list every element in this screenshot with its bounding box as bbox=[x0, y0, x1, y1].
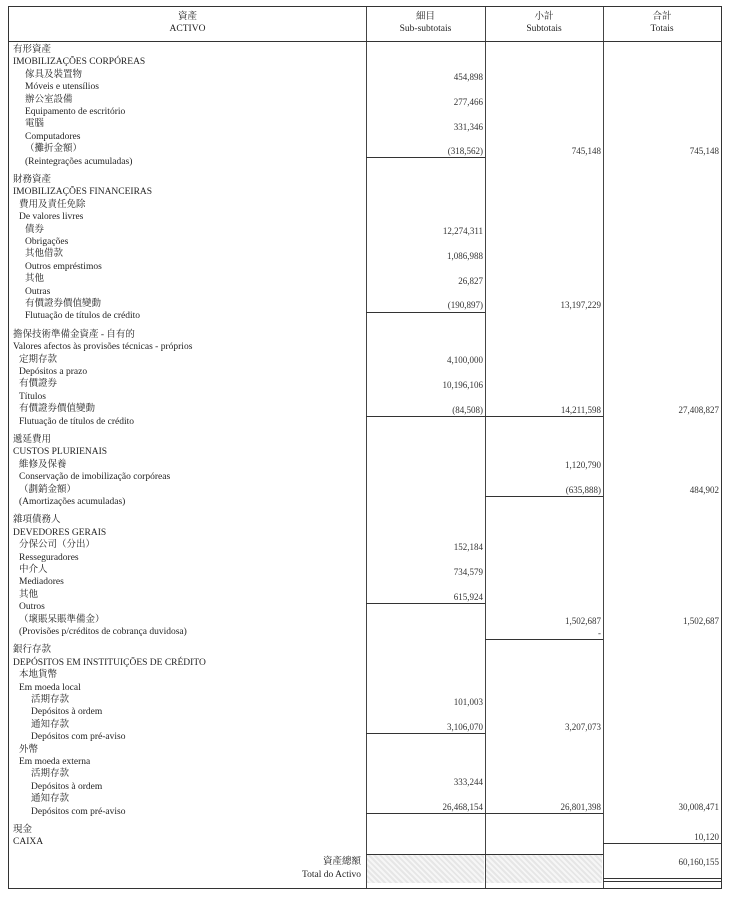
row-label: 定期存款 bbox=[19, 354, 58, 365]
row-label: Mediadores bbox=[19, 577, 64, 588]
header-tot-zh: 合計 bbox=[652, 12, 672, 22]
section-heading: CUSTOS PLURIENAIS bbox=[13, 447, 108, 458]
header-activo bbox=[9, 7, 366, 41]
column-divider bbox=[366, 7, 367, 888]
total-devedores: 1,502,687 bbox=[683, 616, 719, 626]
subtotal-moeda-externa: 26,801,398 bbox=[560, 802, 601, 812]
value-flutuacao-2: (84,508) bbox=[452, 405, 483, 415]
value-amortizacoes: (635,888) bbox=[565, 485, 601, 495]
value-outras: 26,827 bbox=[458, 276, 483, 286]
row-label: 活期存款 bbox=[31, 695, 70, 705]
row-label: Flutuação de títulos de crédito bbox=[19, 416, 135, 427]
header-totais bbox=[603, 7, 721, 41]
header-activo-pt: ACTIVO bbox=[169, 24, 206, 34]
row-label: 有價證券 bbox=[19, 379, 58, 390]
section-heading: 遞延費用 bbox=[13, 435, 52, 445]
value-computadores: 331,346 bbox=[453, 122, 483, 132]
row-label: Em moeda local bbox=[19, 682, 81, 693]
rule bbox=[485, 639, 603, 640]
row-label: 傢具及裝置物 bbox=[25, 69, 83, 80]
value-moveis: 454,898 bbox=[453, 72, 483, 82]
row-label: 其他 bbox=[25, 274, 45, 285]
row-label: 活期存款 bbox=[31, 769, 70, 780]
row-label: Depósitos a prazo bbox=[19, 367, 88, 377]
value-flutuacao-1: (190,897) bbox=[447, 300, 483, 310]
value-outros-emprestimos: 1,086,988 bbox=[447, 251, 483, 261]
section-heading: 銀行存款 bbox=[13, 645, 52, 656]
section-heading: CAIXA bbox=[13, 837, 44, 848]
section-heading: IMOBILIZAÇÕES FINANCEIRAS bbox=[13, 187, 153, 198]
rule bbox=[366, 157, 485, 158]
subtotal-imob-financeiras: 13,197,229 bbox=[560, 300, 601, 310]
row-label: 本地貨幣 bbox=[19, 670, 58, 681]
rule bbox=[603, 881, 721, 882]
row-label: (Amortizações acumuladas) bbox=[19, 497, 126, 507]
row-label: 其他 bbox=[19, 589, 39, 600]
row-label: 費用及責任免除 bbox=[19, 199, 86, 210]
rule bbox=[366, 603, 485, 604]
value-outros-devedores: 615,924 bbox=[453, 592, 483, 602]
subtotal-imob-corporeas: 745,148 bbox=[571, 146, 601, 156]
row-label: Computadores bbox=[25, 131, 81, 142]
rule bbox=[366, 733, 485, 734]
row-label: 其他借款 bbox=[25, 249, 64, 260]
column-divider bbox=[485, 7, 486, 888]
header-sub-zh: 細目 bbox=[415, 12, 435, 22]
total-activo-value: 60,160,155 bbox=[678, 857, 719, 867]
total-custos-plurienais: 484,902 bbox=[689, 485, 719, 495]
header-subtot-pt: Subtotais bbox=[526, 24, 562, 34]
value-mediadores: 734,579 bbox=[453, 567, 483, 577]
value-titulos: 10,196,106 bbox=[442, 380, 483, 390]
section-heading: DEPÓSITOS EM INSTITUIÇÕES DE CRÉDITO bbox=[13, 657, 206, 668]
row-label: Conservação de imobilização corpóreas bbox=[19, 472, 171, 483]
rule bbox=[603, 843, 721, 844]
row-label: Móveis e utensílios bbox=[25, 82, 99, 93]
value-ext-ordem: 333,244 bbox=[453, 777, 483, 787]
row-label: De valores livres bbox=[19, 212, 84, 223]
row-label: Resseguradores bbox=[19, 552, 79, 563]
rule bbox=[366, 312, 485, 313]
value-conservacao: 1,120,790 bbox=[565, 460, 601, 470]
value-local-preaviso: 3,106,070 bbox=[447, 722, 483, 732]
row-label: 中介人 bbox=[19, 565, 48, 575]
section-heading: Valores afectos às provisões técnicas - próprios bbox=[13, 342, 193, 353]
row-label: Depósitos à ordem bbox=[31, 707, 103, 718]
header-subtot-zh: 小計 bbox=[534, 12, 554, 22]
row-label: Outros empréstimos bbox=[25, 261, 102, 272]
row-label: (Reintegrações acumuladas) bbox=[25, 156, 133, 167]
row-label: 通知存款 bbox=[31, 794, 70, 805]
value-provisoes: - bbox=[598, 628, 601, 638]
rule bbox=[603, 878, 721, 879]
header-activo-zh: 資產 bbox=[177, 12, 197, 22]
section-heading: 擔保技術準備金資產 - 自有的 bbox=[13, 329, 135, 340]
row-label: Em moeda externa bbox=[19, 757, 91, 767]
row-label: （壞賬呆賬準備金） bbox=[19, 614, 105, 625]
rule bbox=[485, 496, 603, 497]
table-header bbox=[9, 7, 721, 42]
balance-sheet-table bbox=[8, 6, 722, 889]
value-local-ordem: 101,003 bbox=[453, 697, 483, 707]
section-heading: DEVEDORES GERAIS bbox=[13, 527, 107, 538]
header-subtotais bbox=[485, 7, 603, 41]
row-label: 分保公司（分出） bbox=[19, 540, 96, 551]
row-label: 維修及保養 bbox=[19, 459, 67, 470]
section-heading: IMOBILIZAÇÕES CORPÓREAS bbox=[13, 57, 146, 68]
row-label: 有價證券價值變動 bbox=[25, 299, 102, 309]
rule bbox=[366, 416, 603, 417]
row-label: 有價證券價值變動 bbox=[19, 404, 96, 415]
total-financeiras: 27,408,827 bbox=[678, 405, 719, 415]
row-label: Outros bbox=[19, 602, 45, 613]
total-label-zh: 資產總額 bbox=[322, 857, 361, 867]
value-ext-preaviso: 26,468,154 bbox=[442, 802, 483, 812]
section-heading: 雜項債務人 bbox=[13, 515, 61, 526]
value-obrigacoes: 12,274,311 bbox=[442, 226, 483, 236]
row-label: Outras bbox=[25, 286, 51, 297]
row-label: 電腦 bbox=[25, 119, 45, 130]
section-heading: 現金 bbox=[13, 825, 33, 835]
total-imob-corporeas: 745,148 bbox=[689, 146, 719, 156]
subtotal-moeda-local: 3,207,073 bbox=[565, 722, 601, 732]
shaded-cell bbox=[486, 855, 602, 883]
total-label-pt: Total do Activo bbox=[302, 870, 361, 880]
subtotal-devedores: 1,502,687 bbox=[565, 616, 601, 626]
header-tot-pt: Totais bbox=[650, 24, 674, 34]
value-equipamento: 277,466 bbox=[453, 97, 483, 107]
row-label: Depósitos com pré-aviso bbox=[31, 806, 126, 817]
header-sub-subtotais bbox=[366, 7, 485, 41]
total-depositos: 30,008,471 bbox=[678, 802, 719, 812]
row-label: （攤折金額） bbox=[25, 144, 83, 155]
row-label: 通知存款 bbox=[31, 719, 70, 730]
section-heading: 有形資產 bbox=[13, 45, 52, 55]
row-label: 債券 bbox=[25, 224, 45, 235]
row-label: Depósitos à ordem bbox=[31, 781, 103, 792]
row-label: Títulos bbox=[19, 391, 46, 402]
subtotal-valores-afectos: 14,211,598 bbox=[560, 405, 601, 415]
section-heading: 財務資產 bbox=[13, 175, 52, 185]
rule bbox=[366, 813, 603, 814]
row-label: Flutuação de títulos de crédito bbox=[25, 311, 141, 322]
shaded-cell bbox=[367, 855, 484, 883]
row-label: (Provisões p/créditos de cobrança duvidosa) bbox=[19, 627, 187, 637]
column-divider bbox=[603, 7, 604, 888]
row-label: Depósitos com pré-aviso bbox=[31, 732, 126, 743]
row-label: 外幣 bbox=[19, 744, 39, 755]
row-label: 辦公室設備 bbox=[25, 94, 73, 105]
row-label: Equipamento de escritório bbox=[25, 107, 126, 117]
value-resseguradores: 152,184 bbox=[453, 542, 483, 552]
total-caixa: 10,120 bbox=[694, 832, 719, 842]
row-label: Obrigações bbox=[25, 237, 69, 247]
value-depositos-prazo: 4,100,000 bbox=[447, 355, 483, 365]
header-sub-pt: Sub-subtotais bbox=[399, 24, 452, 34]
row-label: （劃銷金額） bbox=[19, 484, 77, 495]
value-reintegracoes: (318,562) bbox=[447, 146, 483, 156]
